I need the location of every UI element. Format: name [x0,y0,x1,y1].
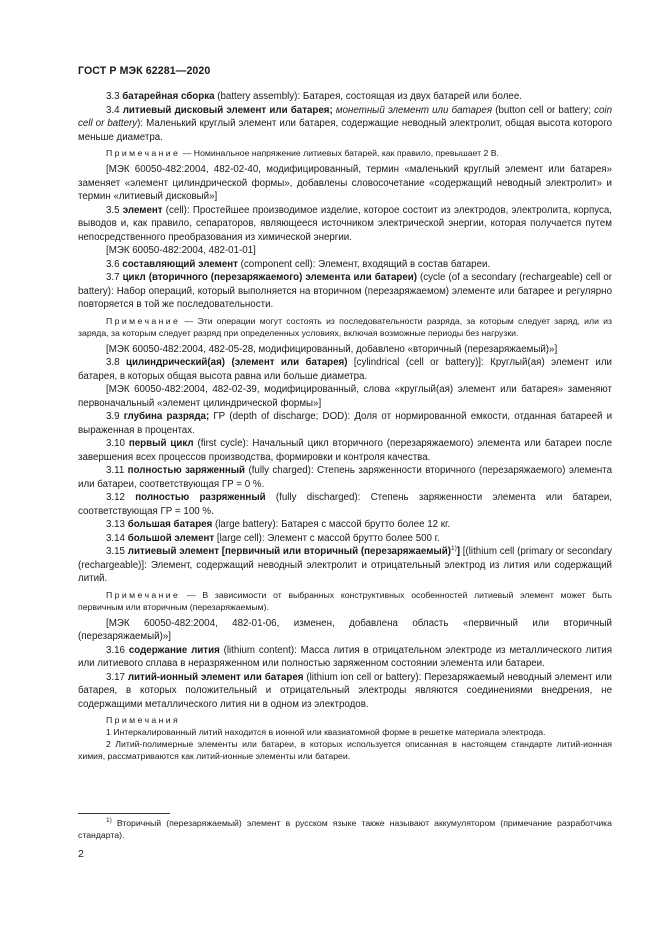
terms-section [78,90,612,762]
term-3-6: 3.6 составляющий элемент (component cell): Элемент, входящий в состав батареи. [106,258,491,270]
term-3-8: 3.8 цилиндрический(ая) (элемент или батарея) [cylindrical (cell or battery)]: Круглый(ая) элемент или батарея, в которых общая высота равна или больше диаметра. [78,357,612,382]
term-3-13: 3.13 большая батарея (large battery): Батарея с массой брутто более 12 кг. [106,519,451,530]
note: Примечание — В зависимости от выбранных конструктивных особенностей литиевый элемент может быть первичным или вторичным (перезаряжаемым). [78,589,612,612]
term-3-4: 3.4 литиевый дисковый элемент или батарея; монетный элемент или батарея (button cell or battery; coin cell or battery): Маленький круглый элемент или батарея, содержащие неводный электролит, общая высота которого меньше диаметра. [78,104,613,143]
source-reference: [МЭК 60050-482:2004, 482-01-01] [106,245,256,256]
standard-designation: ГОСТ Р МЭК 62281—2020 [78,65,211,77]
source-reference: [МЭК 60050-482:2004, 482-02-40, модифицированный, термин «маленький круглый элемент или батарея» заменяет «элемент цилиндрической формы», добавлены словосочетание «содержащий неводный электролит» и термин «литиевый дисковый»] [78,164,612,202]
note-item: 2 Литий-полимерные элементы или батареи, в которых используется описанная в настоящем стандарте литий-ионная химия, рассматриваются как литий-ионные элементы или батареи. [78,739,612,761]
term-3-17: 3.17 литий-ионный элемент или батарея (lithium ion cell or battery): Перезаряжаемый неводный элемент или батарея, в которых положительный и отрицательный электроды являются соединениями внедрения, не содержащими металлического лития ни в одном из электродов. [78,671,612,710]
term-3-3: 3.3 батарейная сборка (battery assembly): Батарея, состоящая из двух батарей или более. [106,91,522,102]
term-3-5: 3.5 элемент (cell): Простейшее производимое изделие, которое состоит из электродов, электролита, корпуса, выводов и, как правило, сепараторов, являющееся источником электрической энергии, которая получается путем непосредственного преобразования из химической энергии. [78,204,612,243]
term-3-16: 3.16 содержание лития (lithium content): Масса лития в отрицательном электроде из металлического лития или литиевого сплава в неразряженном или полностью заряженном состоянии элемента или батареи. [78,644,612,669]
term-3-9: 3.9 глубина разряда; ГР (depth of discharge; DOD): Доля от нормированной емкости, отданная батареей и выраженная в процентах. [78,411,613,436]
source-reference: [МЭК 60050-482:2004, 482-05-28, модифицированный, добавлено «вторичный (перезаряжаемый)»] [106,343,558,355]
note-item: 1 Интеркалированный литий находится в ионной или квазиатомной форме в решетке материала электрода. [106,727,546,737]
term-3-15: 3.15 литиевый элемент [первичный или вторичный (перезаряжаемый)$^{1)}$] [(lithium cell (primary or secondary (rechargeable)]: Элемент, содержащий неводный электролит и отрицательный электрод из лития или содержащий литий. [78,544,613,584]
note: Примечание — Номинальное напряжение литиевых батарей, как правило, превышает 2 В. [106,148,499,158]
term-3-11: 3.11 полностью заряженный (fully charged): Степень заряженности вторичного (перезаряжаемого) элемента или батареи, соответствующая ГР = 0 %. [78,465,612,490]
footnote-mark[interactable]: 1) [451,544,457,552]
term-3-7: 3.7 цикл (вторичного (перезаряжаемого) элемента или батареи) (cycle (of a secondary (rechargeable) cell or battery): Набор операций, который выполняется на вторичном (перезаряжаемом) элементе или батарее и регулярно повторяется в той же последовательности. [78,272,613,310]
term-3-12: 3.12 полностью разряженный (fully discharged): Степень заряженности элемента или батареи, соответствующая ГР = 100 %. [78,492,613,517]
notes-heading: Примечания [106,715,181,725]
footnote: $^{1)}$ Вторичный (перезаряжаемый) элемент в русском языке также называют аккумулятором (примечание разработчика стандарта). [78,817,612,840]
term-3-14: 3.14 большой элемент [large cell): Элемент с массой брутто более 500 г. [106,532,440,544]
source-reference: [МЭК 60050-482:2004, 482-02-39, модифицированный, слова «круглый(ая) элемент или батарея» заменяют первоначальный «элемент цилиндрической формы»] [78,384,612,409]
footnote-divider [78,813,170,814]
note: Примечание — Эти операции могут состоять из последовательности разряда, за которым следует заряд, или из заряда, за которым следует разряд при определенных условиях, включая возможные периоды без нагрузки. [78,315,612,338]
page-number: 2 [78,848,84,860]
source-reference: [МЭК 60050-482:2004, 482-01-06, изменен, добавлена область «первичный или вторичный (перезаряжаемый)»] [78,617,612,642]
term-3-10: 3.10 первый цикл (first cycle): Начальный цикл вторичного (перезаряжаемого) элемента или батареи после завершения всех процессов производства, формировки и контроля качества. [78,438,612,463]
